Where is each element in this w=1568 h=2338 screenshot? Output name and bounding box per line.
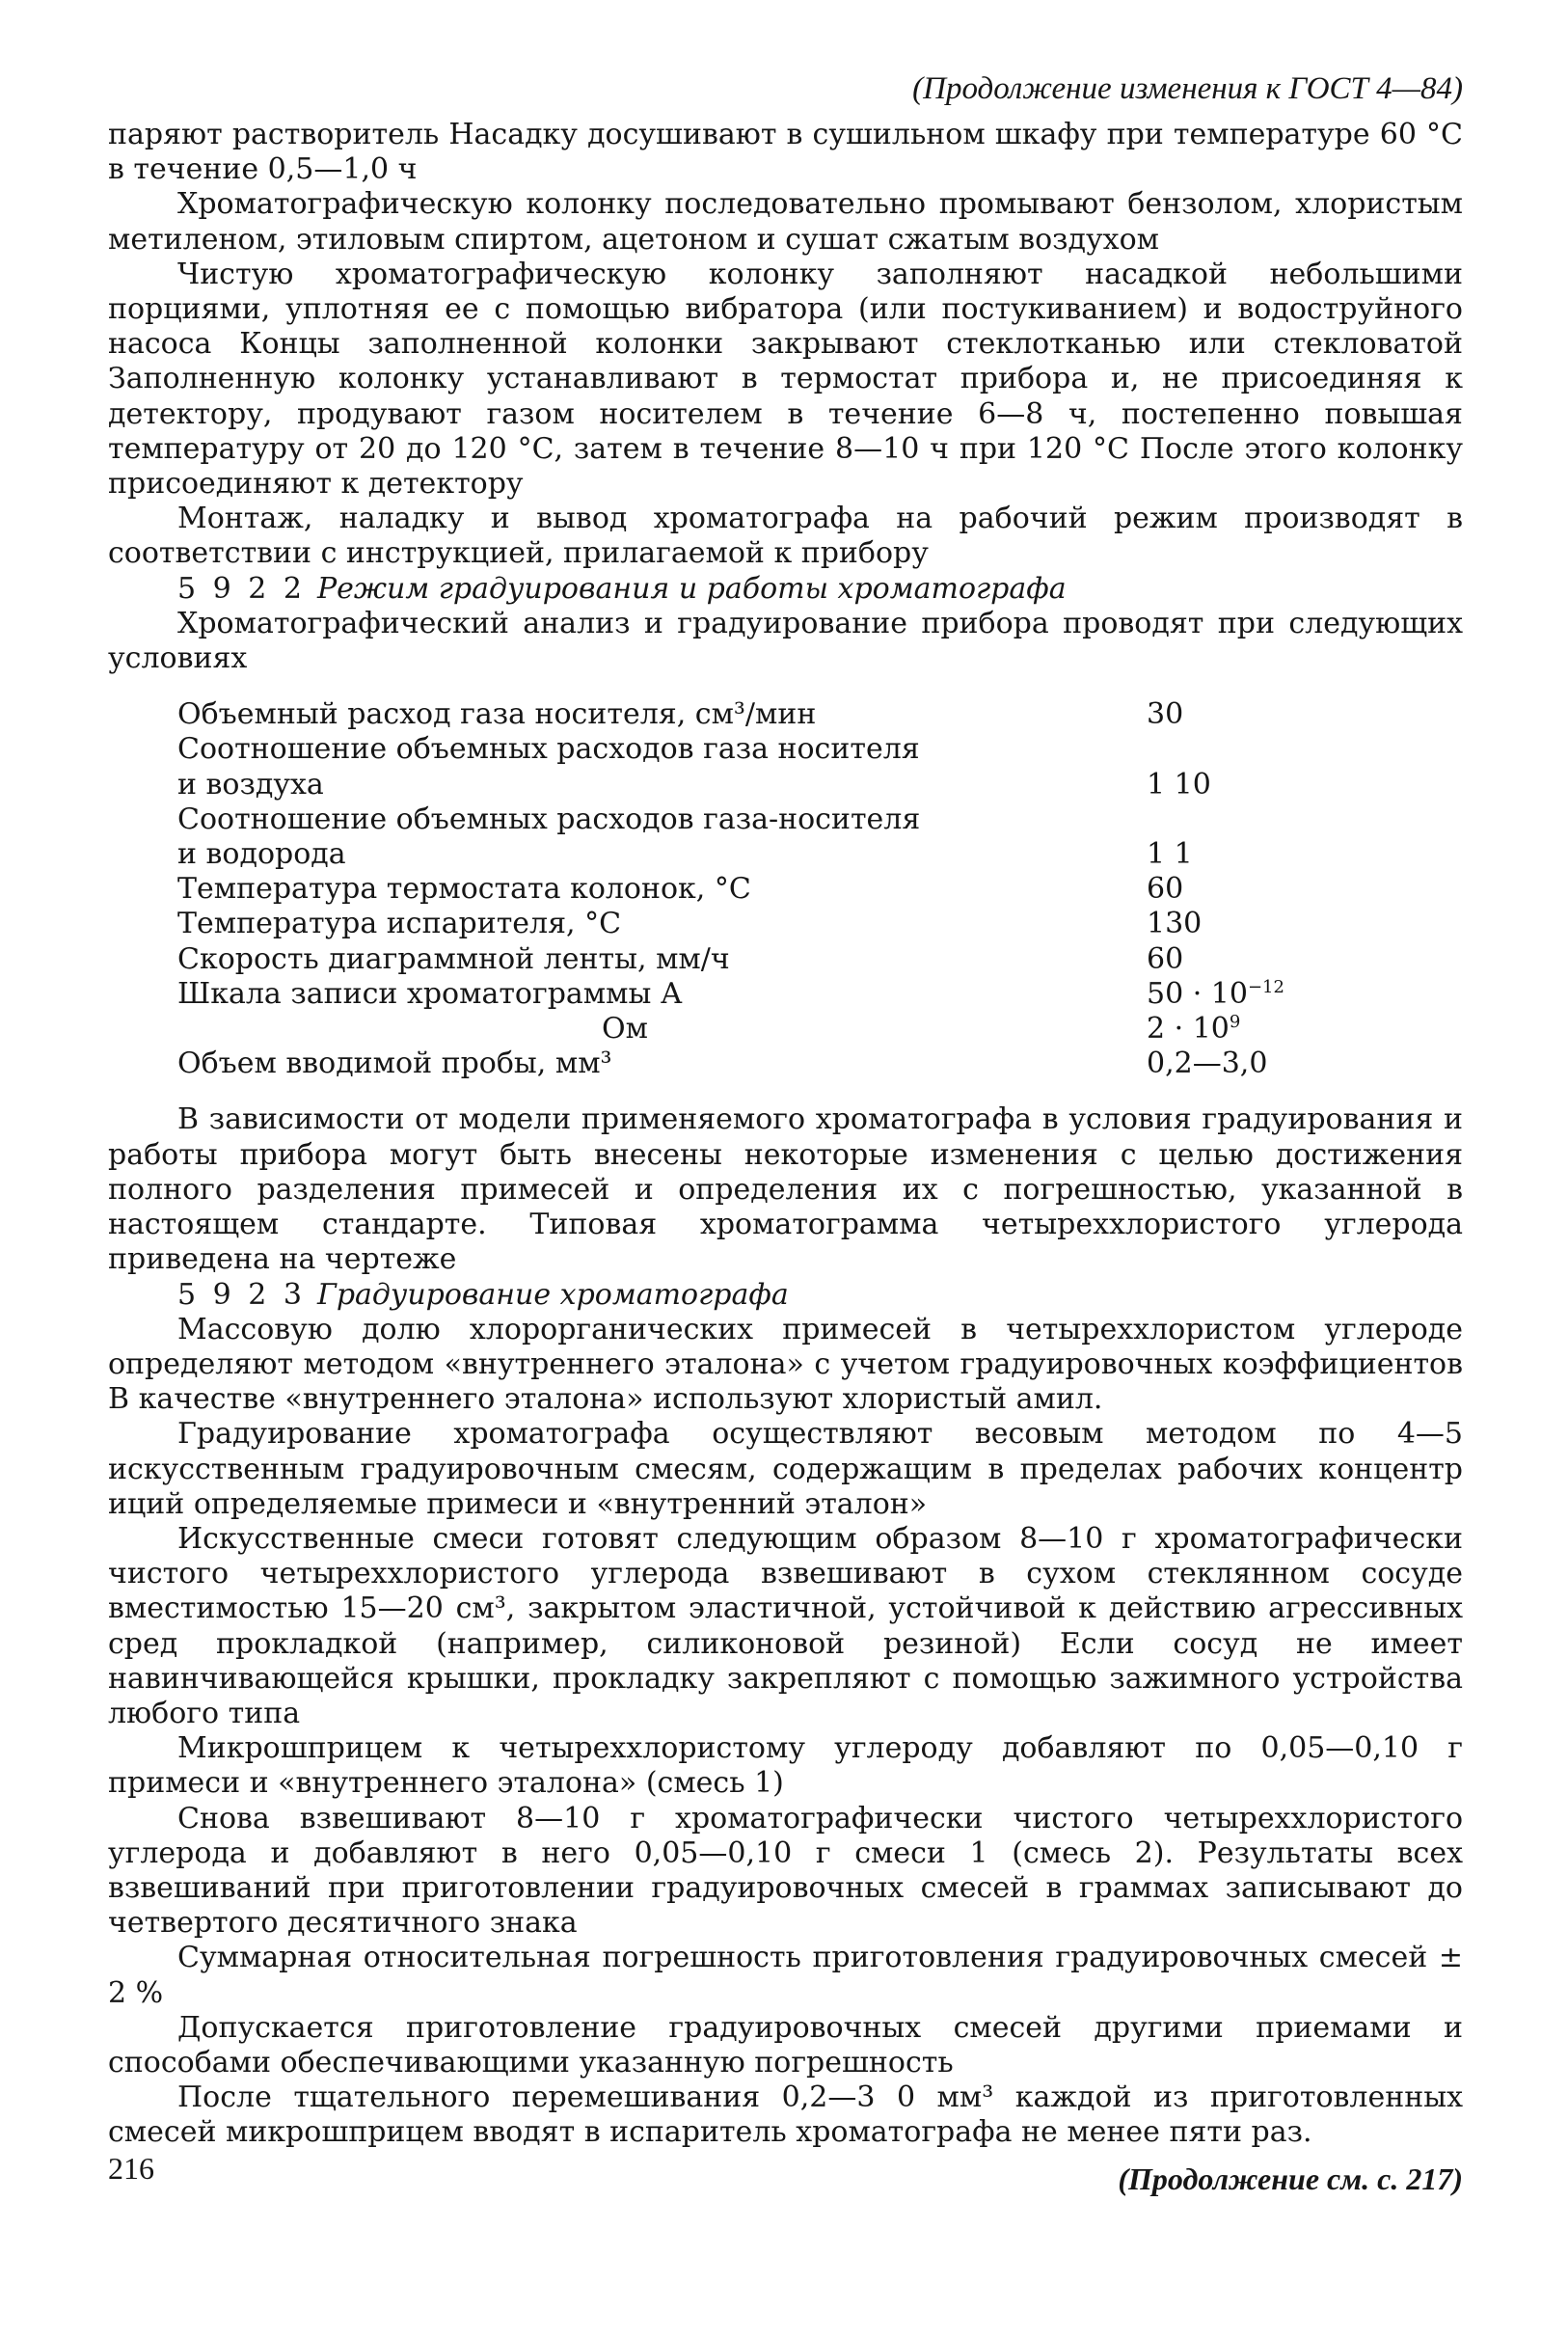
value-base: 2 · 10 (1147, 1012, 1230, 1047)
paragraph-calibration-method: Градуирование хроматографа осуществляют весовым методом по 4—5 искусственным градуировочным смесям, содержащим в пределах рабочих концентр иций определяемые примеси и «внутренний эталон» (108, 1417, 1463, 1521)
condition-value: 30 (1147, 697, 1184, 732)
condition-label: Соотношение объемных расходов газа носителя (177, 732, 920, 767)
condition-label: Объем вводимой пробы, мм³ (177, 1047, 612, 1081)
value-exponent: −12 (1247, 976, 1284, 997)
condition-value (1147, 977, 1315, 1012)
condition-row (177, 732, 1315, 767)
paragraph-column-filling: Чистую хроматографическую колонку заполняют насадкой небольшими порциями, уплотняя ее с помощью вибратора (или постукиванием) и водоструйного насоса Концы заполненной колонки закрывают стеклотканью или стекловатой Заполненную колонку устанавливают в термостат прибора и, не присоединяя к детектору, продувают газом носителем в течение 6—8 ч, постепенно повышая температуру от 20 до 120 °С, затем в течение 8—10 ч при 120 °С После этого колонку присоединяют к детектору (108, 257, 1463, 502)
document-page (108, 68, 1463, 2199)
condition-label: Соотношение объемных расходов газа-носителя (177, 802, 921, 836)
condition-label: Ом (602, 1012, 648, 1047)
paragraph-mixture-preparation: Искусственные смеси готовят следующим образом 8—10 г хроматографически чистого четыреххлористого углерода взвешивают в сухом стеклянном сосуде вместимостью 15—20 см³, закрытом эластичной, устойчивой к действию агрессивных сред прокладкой (например, силиконовой резиной) Если сосуд не имеет навинчивающейся крышки, прокладку закрепляют с помощью зажимного устройства любого типа (108, 1521, 1463, 1730)
section-title: Режим градуирования и работы хроматографа (316, 571, 1067, 606)
condition-row (177, 977, 1315, 1012)
condition-value: 130 (1147, 907, 1203, 941)
condition-label: Температура испарителя, °С (177, 907, 622, 941)
condition-row (177, 837, 1315, 872)
condition-row (177, 697, 1315, 732)
paragraph-conditions-intro: Хроматографический анализ и градуирование прибора проводят при следующих условиях (108, 606, 1463, 676)
condition-value: 1 1 (1147, 837, 1193, 872)
condition-label: Объемный расход газа носителя, см³/мин (177, 697, 817, 732)
condition-value: 60 (1147, 872, 1184, 907)
running-header: (Продолжение изменения к ГОСТ 4—84) (912, 71, 1463, 106)
condition-value: 60 (1147, 941, 1184, 976)
condition-row (177, 1047, 1315, 1081)
paragraph-column-washing: Хроматографическую колонку последовательно промывают бензолом, хлористым метиленом, этиловым спиртом, ацетоном и сушат сжатым воздухом (108, 187, 1463, 257)
section-number: 5 9 2 2 (177, 571, 306, 606)
paragraph-internal-standard: Массовую долю хлорорганических примесей в четыреххлористом углероде определяют методом «внутреннего эталона» с учетом градуировочных коэффициентов В качестве «внутреннего эталона» используют хлористый амил. (108, 1312, 1463, 1417)
condition-label: и водорода (177, 837, 346, 872)
condition-row (177, 768, 1315, 802)
section-heading-5922 (108, 572, 1463, 607)
section-number: 5 9 2 3 (177, 1277, 306, 1312)
condition-row (177, 1012, 1315, 1047)
paragraph-drying: паряют растворитель Насадку досушивают в сушильном шкафу при температуре 60 °С в течение 0,5—1,0 ч (108, 118, 1463, 187)
condition-label: Скорость диаграммной ленты, мм/ч (177, 941, 730, 976)
value-base: 50 · 10 (1147, 976, 1248, 1011)
continuation-note: (Продолжение см. с. 217) (1118, 2161, 1463, 2196)
section-heading-5923 (108, 1278, 1463, 1313)
condition-label: и воздуха (177, 767, 324, 802)
condition-value: 0,2—3,0 (1147, 1047, 1268, 1081)
condition-label: Температура термостата колонок, °С (177, 872, 751, 907)
condition-row (177, 907, 1315, 941)
conditions-list (177, 697, 1315, 1081)
paragraph-model-dependence: В зависимости от модели применяемого хроматографа в условия градуирования и работы прибора могут быть внесены некоторые изменения с целью достижения полного разделения примесей и определения их с погрешностью, указанной в настоящем стандарте. Типовая хроматограмма четыреххлористого углерода приведена на чертеже (108, 1102, 1463, 1277)
page-number: 216 (108, 2151, 154, 2186)
paragraph-mixture-1: Микрошприцем к четыреххлористому углероду добавляют по 0,05—0,10 г примеси и «внутреннего эталона» (смесь 1) (108, 1731, 1463, 1801)
condition-value (1147, 1012, 1315, 1047)
condition-label: Шкала записи хроматограммы А (177, 976, 683, 1011)
paragraph-mixture-2: Снова взвешивают 8—10 г хроматографически чистого четыреххлористого углерода и добавляют в него 0,05—0,10 г смеси 1 (смесь 2). Результаты всех взвешиваний при приготовлении градуировочных смесей в граммах записывают до четвертого десятичного знака (108, 1801, 1463, 1941)
paragraph-alternative-methods: Допускается приготовление градуировочных смесей другими приемами и способами обеспечивающими указанную погрешность (108, 2010, 1463, 2080)
paragraph-error: Суммарная относительная погрешность приготовления градуировочных смесей ± 2 % (108, 1941, 1463, 2010)
condition-row (177, 802, 1315, 837)
paragraph-installation: Монтаж, наладку и вывод хроматографа на рабочий режим производят в соответствии с инструкцией, прилагаемой к прибору (108, 502, 1463, 571)
section-title: Градуирование хроматографа (316, 1277, 789, 1312)
value-exponent: 9 (1229, 1012, 1241, 1033)
paragraph-injection: После тщательного перемешивания 0,2—3 0 мм³ каждой из приготовленных смесей микрошприцем вводят в испаритель хроматографа не менее пяти раз. (108, 2080, 1463, 2150)
condition-row (177, 872, 1315, 907)
condition-row (177, 942, 1315, 977)
condition-value: 1 10 (1147, 767, 1211, 802)
